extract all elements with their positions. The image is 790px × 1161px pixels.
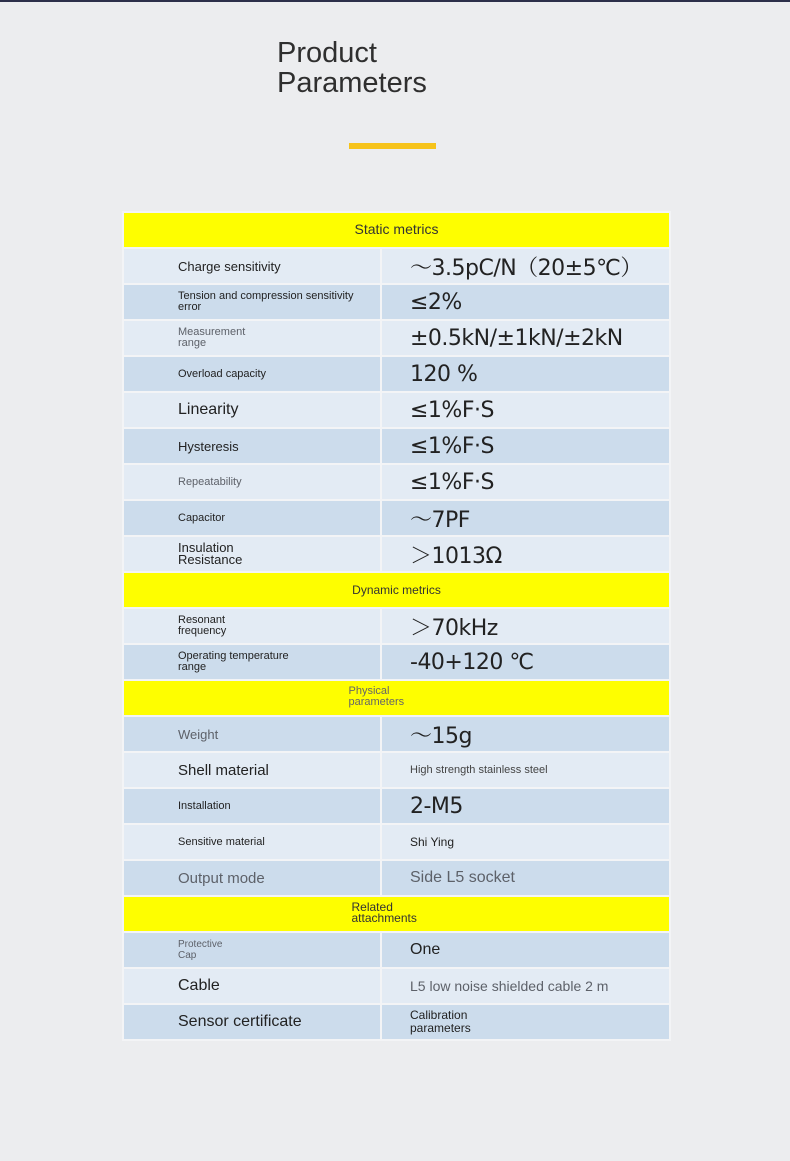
row-label: Installation <box>178 799 231 812</box>
row-value: ≤1%F·S <box>410 469 494 495</box>
table-row <box>123 644 670 680</box>
row-label: Weight <box>178 726 219 742</box>
row-label: Charge sensitivity <box>178 258 281 274</box>
row-label: Insulation Resistance <box>178 540 243 567</box>
row-label: Hysteresis <box>178 438 239 454</box>
row-value: Side L5 socket <box>410 869 515 886</box>
row-value: ～7PF <box>410 507 470 533</box>
table-row <box>123 320 670 356</box>
table-row <box>123 248 670 284</box>
row-label: Resonant frequency <box>178 614 227 637</box>
row-label: Output mode <box>178 869 265 887</box>
row-label: Sensor certificate <box>178 1013 302 1030</box>
row-value: High strength stainless steel <box>410 764 548 776</box>
table-row <box>123 356 670 392</box>
section-header-dynamic <box>123 572 670 608</box>
row-value: ±0.5kN/±1kN/±2kN <box>410 325 623 351</box>
row-label: Measurement range <box>178 326 246 349</box>
row-label: Operating temperature range <box>178 650 289 673</box>
row-label: Protective Cap <box>178 939 223 961</box>
table-row <box>123 752 670 788</box>
section-title: Dynamic metrics <box>352 583 441 597</box>
row-value: 2-M5 <box>410 793 463 819</box>
row-value: Calibration parameters <box>410 1008 471 1035</box>
row-value: ＞70kHz <box>410 615 498 641</box>
row-label: Capacitor <box>178 511 226 524</box>
table-row <box>123 536 670 572</box>
row-label: Tension and compression sensitivity error <box>178 290 354 313</box>
row-value: -40+120 ℃ <box>410 649 534 675</box>
table-row <box>123 284 670 320</box>
spec-table <box>122 211 671 1041</box>
table-row <box>123 788 670 824</box>
table-row <box>123 392 670 428</box>
row-label: Linearity <box>178 401 239 418</box>
row-value: 120 % <box>410 361 478 387</box>
table-row <box>123 500 670 536</box>
row-label: Repeatability <box>178 475 242 488</box>
section-header-static <box>123 212 670 248</box>
section-title: Static metrics <box>354 221 439 237</box>
row-value: ～3.5pC/N（20±5℃） <box>410 255 642 281</box>
top-rule <box>0 0 790 2</box>
table-row <box>123 428 670 464</box>
row-value: ≤1%F·S <box>410 397 494 423</box>
table-row <box>123 464 670 500</box>
table-row <box>123 860 670 896</box>
row-value: ＞1013Ω <box>410 543 502 569</box>
page-title: Product Parameters <box>277 37 427 99</box>
row-value: ～15g <box>410 723 472 749</box>
table-row <box>123 716 670 752</box>
table-row <box>123 824 670 860</box>
table-row <box>123 1004 670 1040</box>
row-value: ≤1%F·S <box>410 433 494 459</box>
row-value: ≤2% <box>410 289 462 315</box>
table-row <box>123 608 670 644</box>
section-header-physical <box>123 680 670 716</box>
section-header-related <box>123 896 670 932</box>
section-title: Physical parameters <box>348 685 405 708</box>
row-label: Overload capacity <box>178 367 267 380</box>
row-value: Shi Ying <box>410 834 455 849</box>
title-underline <box>349 143 436 149</box>
table-row <box>123 932 670 968</box>
table-row <box>123 968 670 1004</box>
row-value: L5 low noise shielded cable 2 m <box>410 978 609 994</box>
row-label: Shell material <box>178 761 269 779</box>
section-title: Related attachments <box>351 899 417 925</box>
row-label: Sensitive material <box>178 835 265 848</box>
row-label: Cable <box>178 977 220 994</box>
row-value: One <box>410 941 441 958</box>
